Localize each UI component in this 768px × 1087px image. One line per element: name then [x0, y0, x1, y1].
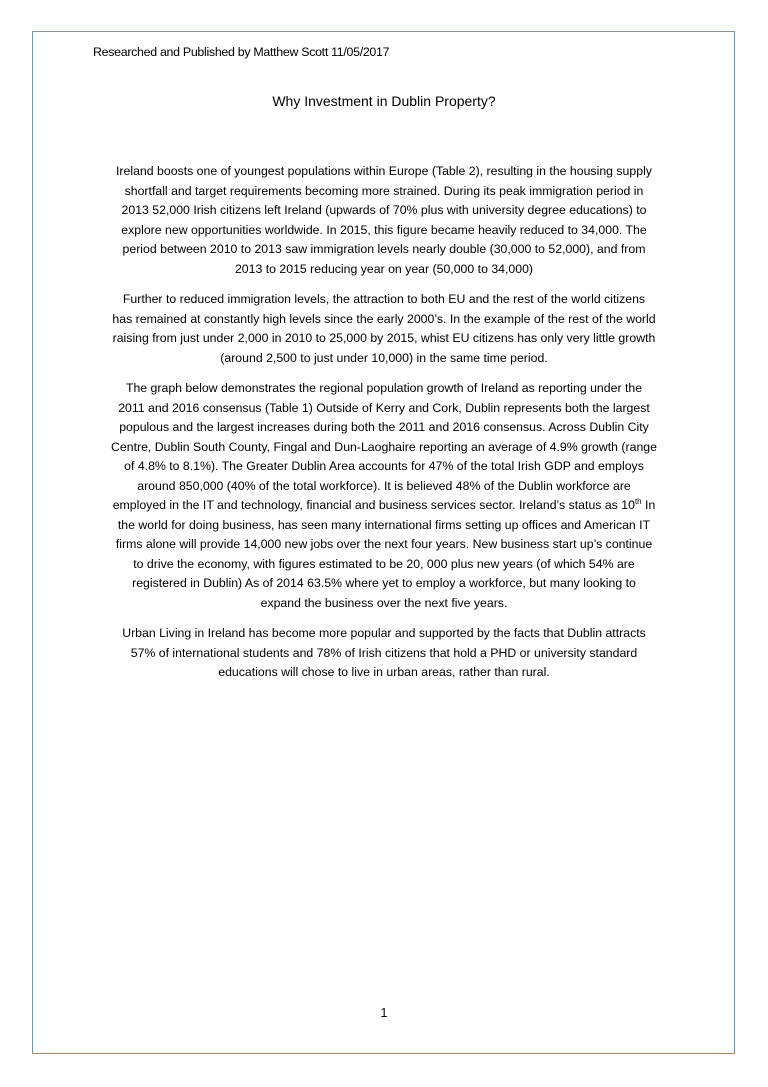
text-line: registered in Dublin) As of 2014 63.5% where yet to employ a workforce, but many looking to	[132, 576, 636, 590]
text-line: expand the business over the next five years.	[260, 595, 508, 610]
ordinal-superscript: th	[634, 496, 642, 506]
paragraph-immigration	[88, 162, 680, 279]
paragraph-citizen-attraction	[88, 290, 680, 368]
page-number: 1	[380, 1006, 388, 1020]
text-line: 57% of international students and 78% of Irish citizens that hold a PHD or university standard	[130, 645, 638, 660]
text-line: 2013 52,000 Irish citizens left Ireland (upwards of 70% plus with university degree educations) to	[121, 203, 647, 217]
text-line: Centre, Dublin South County, Fingal and Dun-Laoghaire reporting an average of 4.9% growth (range	[111, 439, 657, 454]
text-line: Ireland boosts one of youngest populations within Europe (Table 2), resulting in the housing supply	[116, 164, 652, 178]
document-title: Why Investment in Dublin Property?	[272, 93, 496, 109]
text-line: (around 2,500 to just under 10,000) in the same time period.	[220, 350, 548, 365]
text-line: 2011 and 2016 consensus (Table 1) Outside of Kerry and Cork, Dublin represents both the largest	[118, 400, 650, 415]
document-body	[88, 162, 680, 694]
text-line: around 850,000 (40% of the total workforce). It is believed 48% of the Dublin workforce are	[137, 478, 631, 493]
document-header: Researched and Published by Matthew Scott 11/05/2017	[93, 45, 390, 59]
text-line: raising from just under 2,000 in 2010 to 25,000 by 2015, whist EU citizens has only very little growth	[112, 331, 656, 345]
text-line: The graph below demonstrates the regional population growth of Ireland as reporting under the	[125, 381, 643, 395]
text-line: the world for doing business, has seen many international firms setting up offices and American IT	[117, 517, 651, 532]
text-line: to drive the economy, with figures estimated to be 20, 000 plus new years (of which 54% are	[133, 556, 635, 571]
text-line: educations will chose to live in urban areas, rather than rural.	[218, 665, 550, 679]
text-line: 2013 to 2015 reducing year on year (50,000 to 34,000)	[234, 261, 534, 276]
text-line-with-superscript	[88, 496, 680, 516]
paragraph-urban-living	[88, 624, 680, 683]
text-line: shortfall and target requirements becoming more strained. During its peak immigration period in	[124, 183, 644, 198]
text-line: firms alone will provide 14,000 new jobs over the next four years. New business start up’s continue	[115, 537, 653, 551]
paragraph-regional-growth	[88, 379, 680, 613]
text-line: Further to reduced immigration levels, the attraction to both EU and the rest of the world citizens	[122, 292, 646, 306]
text-line: explore new opportunities worldwide. In 2015, this figure became heavily reduced to 34,000. The	[121, 222, 647, 237]
text-line: period between 2010 to 2013 saw immigration levels nearly double (30,000 to 52,000), and from	[122, 242, 646, 256]
text-line: employed in the IT and technology, financial and business services sector. Ireland’s status as 10	[112, 498, 635, 512]
text-line: Urban Living in Ireland has become more popular and supported by the facts that Dublin attracts	[122, 626, 646, 640]
text-line: populous and the largest increases during both the 2011 and 2016 consensus. Across Dublin City	[119, 420, 649, 434]
text-line: of 4.8% to 8.1%). The Greater Dublin Area accounts for 47% of the total Irish GDP and employs	[124, 459, 644, 473]
text-line: has remained at constantly high levels since the early 2000’s. In the example of the rest of the world	[112, 311, 656, 326]
text-line-tail: In	[641, 498, 656, 512]
